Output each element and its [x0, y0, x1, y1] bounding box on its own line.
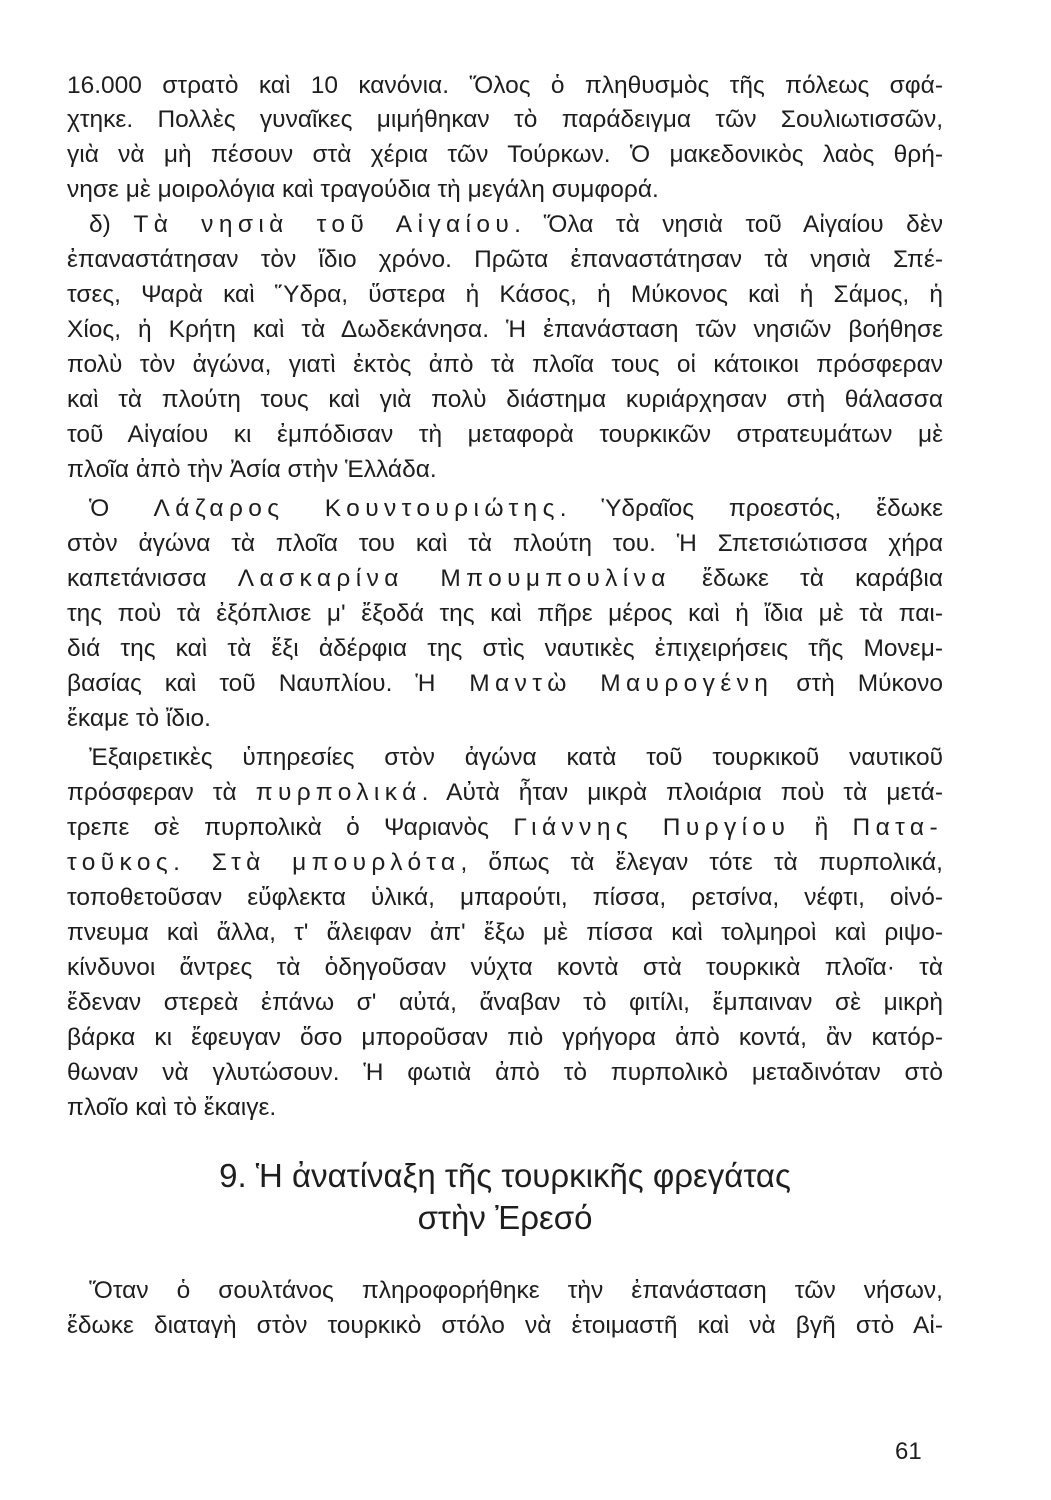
emphasized-name: Πατα-	[852, 814, 943, 841]
text-run: καπετάνισσα	[67, 565, 238, 592]
emphasized-name: Ἡ Μαντὼ Μαυρογένη	[415, 670, 774, 697]
text-line: καὶ τὰ πλούτη τους καὶ γιὰ πολὺ διάστημα κυριάρχησαν στὴ θάλασσα	[67, 386, 943, 413]
text-line	[67, 667, 943, 701]
emphasized-name: πυρπολικά	[255, 779, 422, 806]
text-line	[67, 846, 943, 880]
emphasized-name: τοῦκος. Στὰ μπουρλότα	[67, 849, 461, 876]
text-run: . Ὅλα τὰ νησιὰ τοῦ Αἰγαίου δὲν	[514, 211, 943, 238]
section-heading-line-2: στὴν Ἐρεσό	[417, 1199, 593, 1236]
text-line: πολὺ τὸν ἀγώνα, γιατὶ ἐκτὸς ἀπὸ τὰ πλοῖα τους οἱ κάτοικοι πρόσφεραν	[67, 351, 943, 378]
text-run: τρεπε σὲ πυρπολικὰ ὁ Ψαριανὸς	[67, 814, 514, 841]
text-line	[89, 492, 943, 526]
text-line: Ἐξαιρετικὲς ὑπηρεσίες στὸν ἀγώνα κατὰ τοῦ τουρκικοῦ ναυτικοῦ	[89, 744, 943, 771]
text-line: νησε μὲ μοιρολόγια καὶ τραγούδια τὴ μεγάλη συμφορά.	[67, 176, 659, 203]
text-run: , ὅπως τὰ ἔλεγαν τότε τὰ πυρπολικά,	[460, 849, 943, 876]
text-line: βάρκα κι ἔφευγαν ὅσο μποροῦσαν πιὸ γρήγορα ἀπὸ κοντά, ἂν κατόρ-	[67, 1024, 943, 1051]
text-line	[67, 776, 943, 810]
text-line: στὸν ἀγώνα τὰ πλοῖα του καὶ τὰ πλούτη του. Ἡ Σπετσιώτισσα χήρα	[67, 530, 943, 557]
text-line	[67, 811, 943, 845]
text-line: ἐπαναστάτησαν τὸν ἴδιο χρόνο. Πρῶτα ἐπαναστάτησαν τὰ νησιὰ Σπέ-	[67, 246, 943, 273]
text-line	[67, 562, 943, 596]
section-heading-line-1: 9. Ἡ ἀνατίναξη τῆς τουρκικῆς φρεγάτας	[219, 1157, 791, 1194]
emphasized-name: Ὁ Λάζαρος Κουντουριώτης	[89, 495, 560, 522]
text-line: πλοῖο καὶ τὸ ἔκαιγε.	[67, 1094, 277, 1121]
text-run: βασίας καὶ τοῦ Ναυπλίου.	[67, 670, 416, 697]
text-run: ἔδωκε τὰ καράβια	[670, 565, 943, 592]
text-line: 16.000 στρατὸ καὶ 10 κανόνια. Ὅλος ὁ πληθυσμὸς τῆς πόλεως σφά-	[67, 72, 943, 99]
text-run: ἢ	[790, 814, 853, 841]
text-line: ἔδωκε διαταγὴ στὸν τουρκικὸ στόλο νὰ ἑτοιμαστῆ καὶ νὰ βγῆ στὸ Αἰ-	[67, 1312, 943, 1339]
text-line	[89, 208, 943, 242]
text-line: πνευμα καὶ ἄλλα, τ' ἄλειφαν ἀπ' ἔξω μὲ πίσσα καὶ τολμηροὶ καὶ ριψο-	[67, 919, 943, 946]
text-line: κίνδυνοι ἄντρες τὰ ὁδηγοῦσαν νύχτα κοντὰ στὰ τουρκικὰ πλοῖα· τὰ	[67, 954, 943, 981]
emphasized-name: Γιάννης Πυργίου	[513, 814, 791, 841]
text-line: τοῦ Αἰγαίου κι ἐμπόδισαν τὴ μεταφορὰ τουρκικῶν στρατευμάτων μὲ	[67, 421, 943, 448]
text-line: τσες, Ψαρὰ καὶ Ὕδρα, ὕστερα ἡ Κάσος, ἡ Μύκονος καὶ ἡ Σάμος, ἡ	[67, 281, 943, 308]
text-line: τοποθετοῦσαν εὔφλεκτα ὑλικά, μπαρούτι, πίσσα, ρετσίνα, νέφτι, οἰνό-	[67, 884, 943, 911]
text-line: θωναν νὰ γλυτώσουν. Ἡ φωτιὰ ἀπὸ τὸ πυρπολικὸ μεταδινόταν στὸ	[67, 1059, 943, 1086]
text-line: γιὰ νὰ μὴ πέσουν στὰ χέρια τῶν Τούρκων. Ὁ μακεδονικὸς λαὸς θρή-	[67, 141, 943, 168]
page-number: 61	[895, 1438, 922, 1465]
text-run: δ)	[89, 211, 134, 238]
text-line: χτηκε. Πολλὲς γυναῖκες μιμήθηκαν τὸ παράδειγμα τῶν Σουλιωτισσῶν,	[67, 106, 943, 133]
text-line: ἔκαμε τὸ ἴδιο.	[67, 705, 211, 732]
text-line: Χίος, ἡ Κρήτη καὶ τὰ Δωδεκάνησα. Ἡ ἐπανάσταση τῶν νησιῶν βοήθησε	[67, 316, 943, 343]
text-run: . Ὑδραῖος προεστός, ἔδωκε	[559, 495, 944, 522]
text-run: πρόσφεραν τὰ	[67, 779, 256, 806]
text-line: διά της καὶ τὰ ἕξι ἀδέρφια της στὶς ναυτικὲς ἐπιχειρήσεις τῆς Μονεμ-	[67, 635, 943, 662]
text-line: ἔδεναν στερεὰ ἐπάνω σ' αὐτά, ἄναβαν τὸ φιτίλι, ἔμπαιναν σὲ μικρὴ	[67, 989, 943, 1016]
emphasized-name: Τὰ νησιὰ τοῦ Αἰγαίου	[133, 211, 515, 238]
emphasized-name: Λασκαρίνα Μπουμπουλίνα	[237, 565, 671, 592]
text-line: Ὅταν ὁ σουλτάνος πληροφορήθηκε τὴν ἐπανάσταση τῶν νήσων,	[89, 1277, 943, 1304]
text-line: της ποὺ τὰ ἐξόπλισε μ' ἔξοδά της καὶ πῆρε μέρος καὶ ἡ ἴδια μὲ τὰ παι-	[67, 600, 943, 627]
text-line: πλοῖα ἀπὸ τὴν Ἀσία στὴν Ἑλλάδα.	[67, 456, 437, 483]
text-run: στὴ Μύκονο	[773, 670, 943, 697]
text-run: . Αὐτὰ ἦταν μικρὰ πλοιάρια ποὺ τὰ μετά-	[421, 779, 944, 806]
